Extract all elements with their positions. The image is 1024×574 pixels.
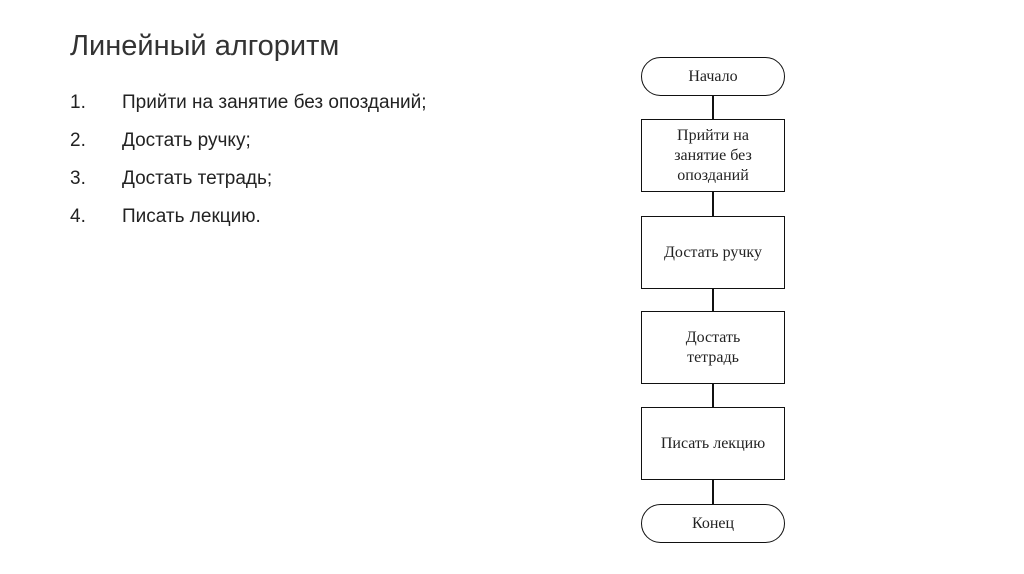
connector [712,480,714,504]
connector [712,288,714,311]
process-box: Писать лекцию [641,407,785,480]
item-number: 1. [70,92,86,113]
item-number: 3. [70,168,86,189]
item-number: 4. [70,206,86,227]
connector [712,192,714,216]
end-terminator: Конец [641,504,785,543]
connector [712,96,714,119]
item-text: Достать ручку; [122,130,251,151]
slide-title: Линейный алгоритм [70,30,340,62]
connector [712,384,714,407]
process-box: Достать ручку [641,216,785,289]
start-terminator: Начало [641,57,785,96]
list-item [70,88,427,126]
item-number: 2. [70,130,86,151]
list-item [70,126,427,164]
item-text: Достать тетрадь; [122,168,273,189]
process-box: Прийти на занятие без опозданий [641,119,785,192]
item-text: Писать лекцию. [122,206,261,227]
steps-list [70,88,427,240]
list-item [70,164,427,202]
item-text: Прийти на занятие без опозданий; [122,92,427,113]
process-box: Достать тетрадь [641,311,785,384]
list-item [70,202,427,240]
